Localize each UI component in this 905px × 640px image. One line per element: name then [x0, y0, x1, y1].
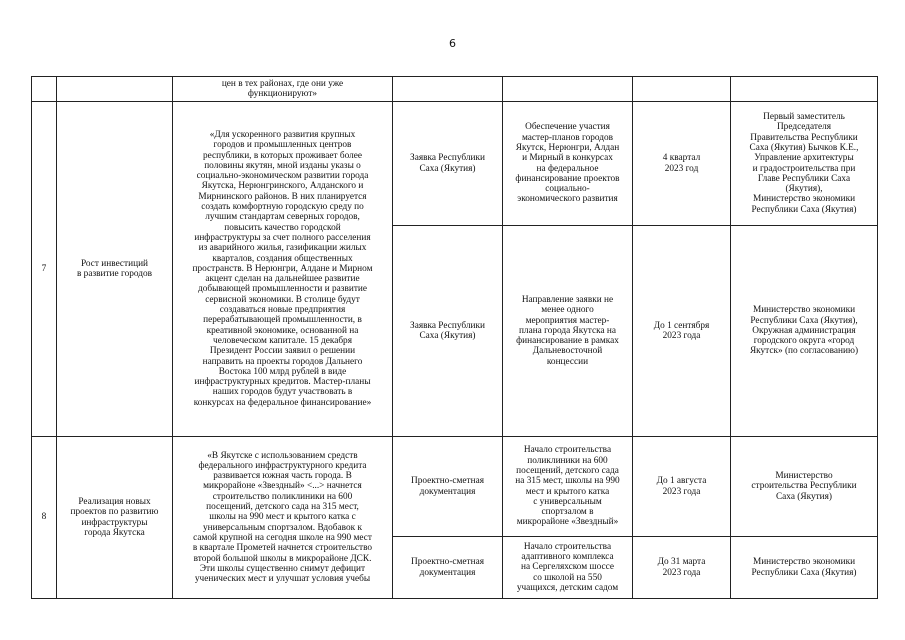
text-line: проектов по развитию: [70, 507, 159, 518]
text-line: на Сергеляхском шоссе: [520, 562, 614, 573]
cell-action: [503, 77, 633, 102]
cell-action: [503, 226, 633, 437]
text-line: (Якутия),: [785, 184, 823, 195]
text-line: Рост инвестиций: [80, 258, 149, 269]
text-line: Управление архитектуры: [754, 153, 854, 164]
text-line: мастер-планов городов: [521, 132, 614, 143]
text-line: менее одного: [541, 305, 594, 316]
text-line: из аварийного жилья, газификации жилых: [198, 243, 367, 254]
text-line: документация: [419, 486, 476, 497]
cell-document: [393, 77, 503, 102]
text-line: Председателя: [776, 122, 832, 133]
text-line: добывающей промышленности и развитие: [197, 284, 368, 295]
text-line: школы на 990 мест и крытого катка с: [209, 512, 356, 523]
text-line: Обеспечение участия: [525, 122, 610, 133]
cell-action: [503, 102, 633, 226]
text-line: на 315 мест, школы на 990: [515, 476, 620, 487]
text-line: пространств. В Нерюнгри, Алдане и Мирном: [192, 263, 373, 274]
text-line: Главе Республики Саха: [757, 173, 851, 184]
cell-responsible: [731, 226, 878, 437]
text-line: креативной экономике, основанной на: [206, 325, 359, 336]
text-line: Проектно-сметная: [410, 557, 484, 568]
text-line: городов и промышленных центров: [213, 140, 352, 151]
cell-action: [503, 537, 633, 599]
cell-document: [393, 226, 503, 437]
text-line: и Мирный в конкурсах: [522, 153, 613, 164]
text-line: наших городов будут участвовать в: [212, 387, 353, 398]
text-line: инфраструктуры за счет полного расселения: [194, 232, 371, 243]
text-line: Саха (Якутия): [419, 331, 476, 341]
text-line: До 1 сентября: [653, 320, 710, 331]
text-line: Министерство: [775, 471, 833, 482]
cell-num: 7: [32, 102, 57, 437]
text-line: и градостроительства при: [752, 163, 856, 174]
text-line: посещений, детского сада: [516, 465, 619, 476]
text-line: Министерство экономики: [752, 305, 856, 316]
text-line: Правительства Республики: [750, 132, 858, 143]
text-line: в развитие городов: [76, 269, 153, 279]
cell-title: [57, 102, 173, 437]
text-line: самой крупной на сегодня школе на 990 мест: [193, 532, 372, 543]
text-line: посещений, детского сада на 315 мест,: [206, 502, 359, 513]
text-line: мест и крытого катка: [525, 486, 610, 497]
text-line: создать комфортную городскую среду по: [201, 202, 364, 213]
text-line: Окружная администрация: [752, 325, 856, 336]
text-line: акцент сделан на дальнейшее развитие: [205, 274, 360, 285]
text-line: Дальневосточной: [532, 346, 603, 357]
text-line: республики, в которых проживает более: [202, 150, 363, 161]
cell-description: [173, 102, 393, 437]
text-line: 2023 года: [662, 486, 701, 497]
cell-responsible: [731, 102, 878, 226]
text-line: строительства Республики: [751, 481, 857, 492]
text-line: инфраструктуры: [81, 517, 148, 528]
cell-description: [173, 437, 393, 599]
text-line: Заявка Республики: [410, 320, 485, 331]
text-line: Направление заявки не: [521, 294, 614, 305]
cell-document: [393, 537, 503, 599]
text-line: в квартале Прометей начнется строительство: [192, 543, 373, 554]
text-line: городского округа «город: [753, 336, 855, 347]
text-line: строительство поликлиники на 600: [212, 491, 353, 502]
text-line: мероприятия мастер-: [525, 315, 610, 326]
text-line: создаваться новые предприятия: [219, 305, 346, 316]
text-line: Саха (Якутия): [419, 163, 476, 174]
cell-title: [57, 77, 173, 102]
text-line: функционируют»: [247, 89, 318, 99]
text-line: человеческом капитале. 15 декабря: [213, 335, 352, 346]
text-line: направить на проекты городов Дальнего: [202, 356, 363, 367]
text-line: Республики Саха (Якутия): [751, 204, 857, 215]
text-line: финансирование проектов: [515, 173, 620, 184]
text-line: 2023 года: [662, 567, 701, 578]
text-line: универсальным спортзалом. Вдобавок к: [203, 522, 362, 533]
cell-document: [393, 437, 503, 537]
text-line: лучшим стандартам северных городов,: [205, 212, 360, 223]
text-line: Саха (Якутия) Бычков К.Е.,: [749, 142, 859, 153]
text-line: Якутск, Нерюнгри, Алдан: [515, 142, 620, 153]
text-line: Эти школы существенно снимут дефицит: [199, 563, 366, 574]
text-line: Мирнинского районов. В них планируется: [198, 191, 367, 202]
text-line: Проектно-сметная: [410, 476, 484, 487]
text-line: 2023 года: [662, 331, 701, 341]
text-line: плана города Якутска на: [518, 325, 617, 336]
cell-deadline: [633, 537, 731, 599]
text-line: адаптивного комплекса: [521, 552, 614, 563]
text-line: Востока 100 млрд рублей в виде: [218, 366, 347, 377]
text-line: развивается южная часть города. В: [213, 471, 352, 482]
cell-deadline: [633, 437, 731, 537]
text-line: сервисной экономики. В столице будут: [205, 294, 360, 305]
text-line: «В Якутске с использованием средств: [207, 450, 358, 461]
cell-title: [57, 437, 173, 599]
table-row-continuation: [32, 77, 878, 102]
table-row-8a: [32, 437, 878, 537]
text-line: второй большой школы в микрорайоне ДСК.: [193, 553, 372, 564]
cell-description: [173, 77, 393, 102]
text-line: До 31 марта: [657, 557, 706, 568]
text-line: поликлиники на 600: [527, 455, 608, 466]
cell-deadline: [633, 77, 731, 102]
text-line: половины якутян, мной изданы указы о: [204, 160, 361, 171]
cell-action: [503, 437, 633, 537]
text-line: Первый заместитель: [763, 112, 845, 123]
text-line: Заявка Республики: [410, 153, 485, 164]
text-line: концессии: [546, 356, 589, 367]
text-line: Республики Саха (Якутия): [751, 567, 857, 578]
text-line: Министерство экономики: [752, 557, 856, 568]
text-line: инфраструктурных кредитов. Мастер-планы: [194, 377, 371, 388]
text-line: микрорайоне «Звездный» <...> начнется: [203, 481, 362, 492]
table-row-7a: [32, 102, 878, 226]
text-line: города Якутска: [84, 527, 145, 538]
text-line: 4 квартал: [662, 153, 701, 164]
text-line: конкурсах на федеральное финансирование»: [193, 397, 372, 408]
text-line: 2023 год: [664, 163, 699, 174]
text-line: микрорайоне «Звездный»: [516, 517, 619, 528]
text-line: До 1 августа: [656, 476, 707, 487]
text-line: повысить качество городской: [224, 222, 341, 233]
text-line: Начало строительства: [523, 445, 612, 456]
text-line: перерабатывающей промышленности, в: [203, 315, 362, 326]
text-line: учащихся, детским садом: [516, 582, 619, 593]
text-line: ученических мест и улучшат условия учебы: [194, 574, 371, 585]
text-line: «Для ускоренного развития крупных: [209, 129, 356, 140]
text-line: Саха (Якутия): [775, 491, 833, 502]
text-line: Президент России заявил о решении: [209, 346, 356, 357]
cell-deadline: [633, 226, 731, 437]
text-line: цен в тех районах, где они уже: [221, 78, 344, 89]
text-line: с универсальным: [533, 496, 602, 507]
text-line: социально-: [545, 184, 590, 195]
text-line: кварталов, создания общественных: [212, 253, 353, 264]
text-line: экономического развития: [517, 194, 618, 205]
text-line: со школой на 550: [533, 572, 602, 583]
cell-responsible: [731, 437, 878, 537]
text-line: федерального инфраструктурного кредита: [198, 460, 367, 471]
text-line: на федеральное: [536, 163, 599, 174]
text-line: Начало строительства: [523, 541, 612, 552]
cell-num: [32, 77, 57, 102]
cell-document: [393, 102, 503, 226]
cell-responsible: [731, 77, 878, 102]
cell-responsible: [731, 537, 878, 599]
measures-table: [31, 76, 878, 599]
cell-deadline: [633, 102, 731, 226]
cell-num: 8: [32, 437, 57, 599]
text-line: документация: [419, 567, 476, 578]
text-line: спортзалом в: [541, 507, 594, 518]
text-line: Республики Саха (Якутия),: [750, 315, 858, 326]
text-line: Министерство экономики: [752, 194, 856, 205]
text-line: Якутск» (по согласованию): [749, 346, 859, 357]
text-line: социально-экономическом развитии города: [196, 171, 369, 182]
text-line: Реализация новых: [78, 496, 151, 507]
page-number: 6: [449, 37, 456, 50]
text-line: финансирование в рамках: [516, 336, 619, 347]
text-line: Якутска, Нерюнгринского, Алданского и: [201, 181, 364, 192]
